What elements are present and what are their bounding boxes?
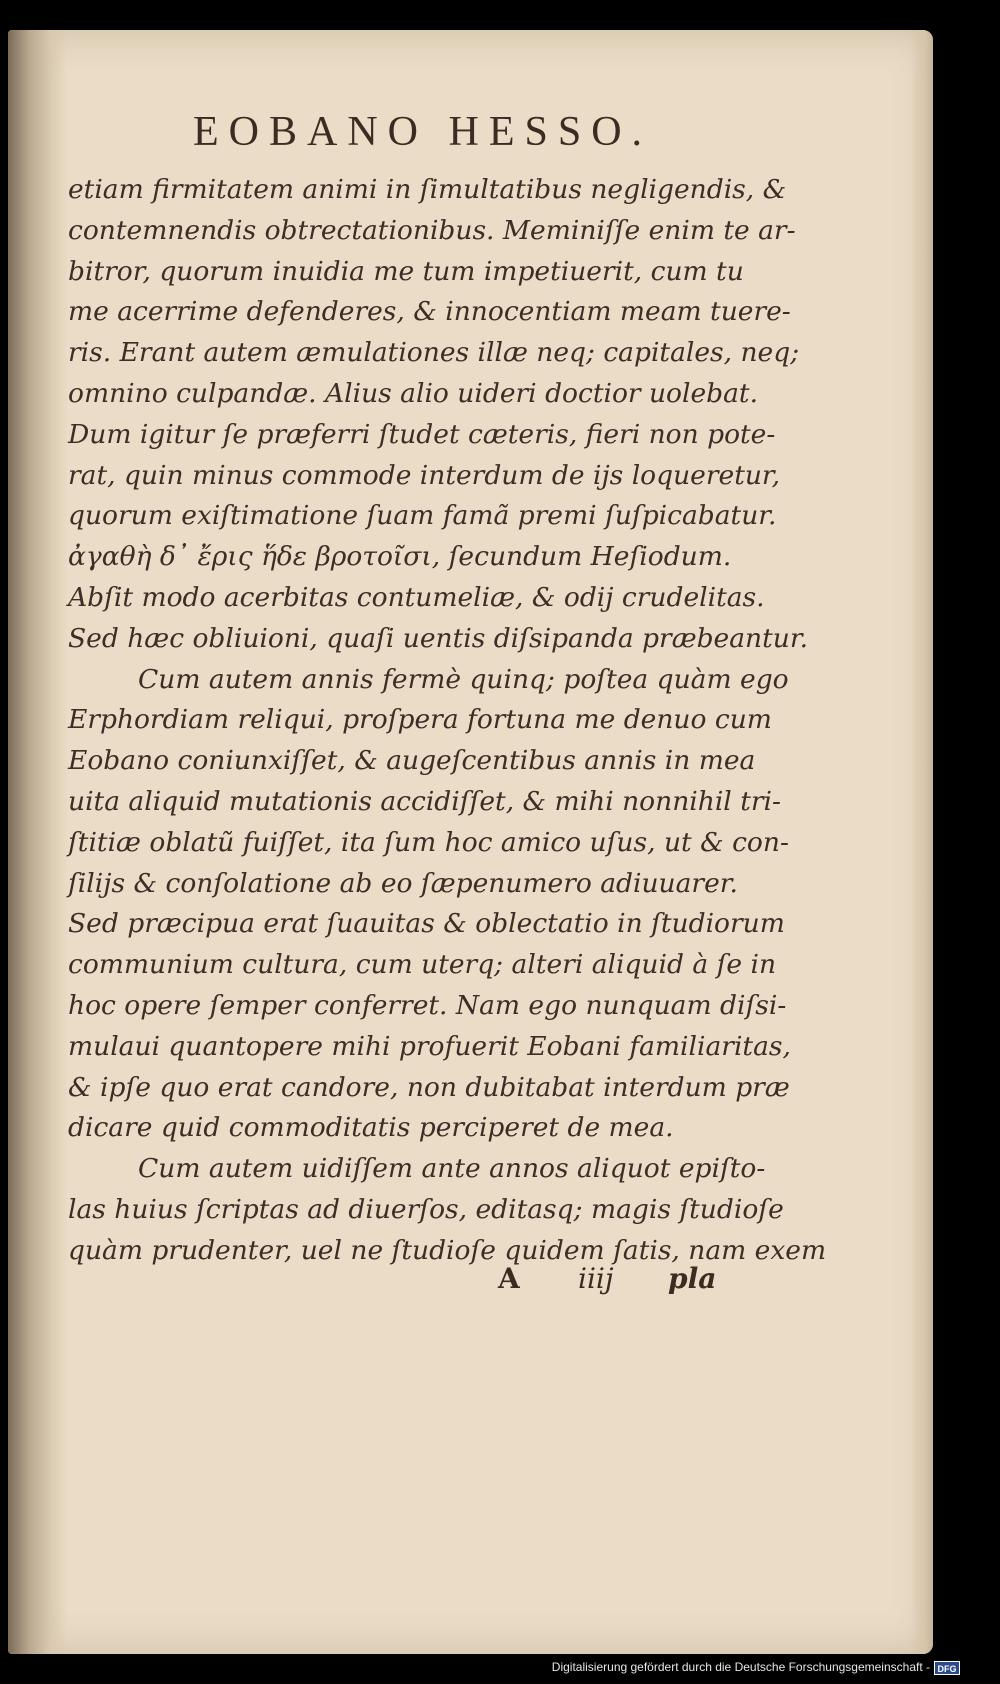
text-line: & ipſe quo erat candore, non dubitabat interdum præ <box>68 1071 790 1103</box>
text-line: communium cultura, cum uterq; alteri aliquid à ſe in <box>68 949 777 981</box>
signature-mark: A <box>498 1262 520 1295</box>
text-line: quàm prudenter, uel ne ſtudioſe quidem ſatis, nam exem <box>68 1234 827 1266</box>
text-line: ſilijs & conſolatione ab eo ſæpenumero adiuuarer. <box>68 867 738 899</box>
text-line: bitror, quorum inuidia me tum impetiuerit, cum tu <box>68 255 744 287</box>
text-line: me acerrime defenderes, & innocentiam meam tuere- <box>68 296 791 328</box>
text-line: uita aliquid mutationis accidiſſet, & mihi nonnihil tri- <box>68 785 781 817</box>
text-line: dicare quid commoditatis perciperet de mea. <box>68 1112 674 1144</box>
paragraph-start-line: Cum autem uidiſſem ante annos aliquot epiſto- <box>138 1153 766 1185</box>
text-line: rat, quin minus commode interdum de ijs loqueretur, <box>68 459 781 491</box>
text-line: las huius ſcriptas ad diuerſos, editasq; magis ſtudioſe <box>68 1193 784 1225</box>
signature-number: iiij <box>578 1262 614 1295</box>
greek-quotation-line: ἀγαθὴ δ᾽ ἔρις ἥδε βροτοῖσι, ſecundum Heſiodum. <box>68 541 732 573</box>
text-line: mulaui quantopere mihi profuerit Eobani familiaritas, <box>68 1030 791 1062</box>
text-line: Sed præcipua erat ſuauitas & oblectatio in ſtudiorum <box>68 908 785 940</box>
body-text <box>68 170 827 1272</box>
text-line: contemnendis obtrectationibus. Meminiſſe enim te ar- <box>68 214 796 246</box>
digitization-credit: Digitalisierung gefördert durch die Deutsche Forschungsgemeinschaft - <box>551 1660 930 1674</box>
text-line: omnino culpandæ. Alius alio uideri doctior uolebat. <box>68 377 759 409</box>
text-line: hoc opere ſemper conferret. Nam ego nunquam diſsi- <box>68 989 787 1021</box>
text-line: Sed hæc obliuioni, quaſi uentis diſsipanda præbeantur. <box>68 622 809 654</box>
dfg-logo-icon: DFG <box>934 1661 960 1675</box>
paragraph-start-line: Cum autem annis fermè quinq; poſtea quàm ego <box>138 663 789 695</box>
text-line: ſtitiæ oblatũ fuiſſet, ita ſum hoc amico uſus, ut & con- <box>68 826 789 858</box>
text-line: ris. Erant autem æmulationes illæ neq; capitales, neq; <box>68 337 800 369</box>
page-gutter-shadow <box>8 30 68 1654</box>
text-line: Eobano coniunxiſſet, & augeſcentibus annis in mea <box>68 745 756 777</box>
text-line: etiam firmitatem animi in ſimultatibus negligendis, & <box>68 174 787 205</box>
catchword: pla <box>668 1262 717 1295</box>
text-line: quorum exiſtimatione ſuam famã premi ſuſpicabatur. <box>68 500 777 532</box>
text-line: Erphordiam reliqui, proſpera fortuna me denuo cum <box>68 704 772 736</box>
page-edge-shadow <box>911 30 933 1654</box>
running-head: EOBANO HESSO. <box>193 109 653 155</box>
text-line: Abſit modo acerbitas contumeliæ, & odij crudelitas. <box>68 581 765 613</box>
book-page <box>8 30 933 1654</box>
text-line: Dum igitur ſe præferri ſtudet cæteris, fieri non pote- <box>68 418 776 450</box>
